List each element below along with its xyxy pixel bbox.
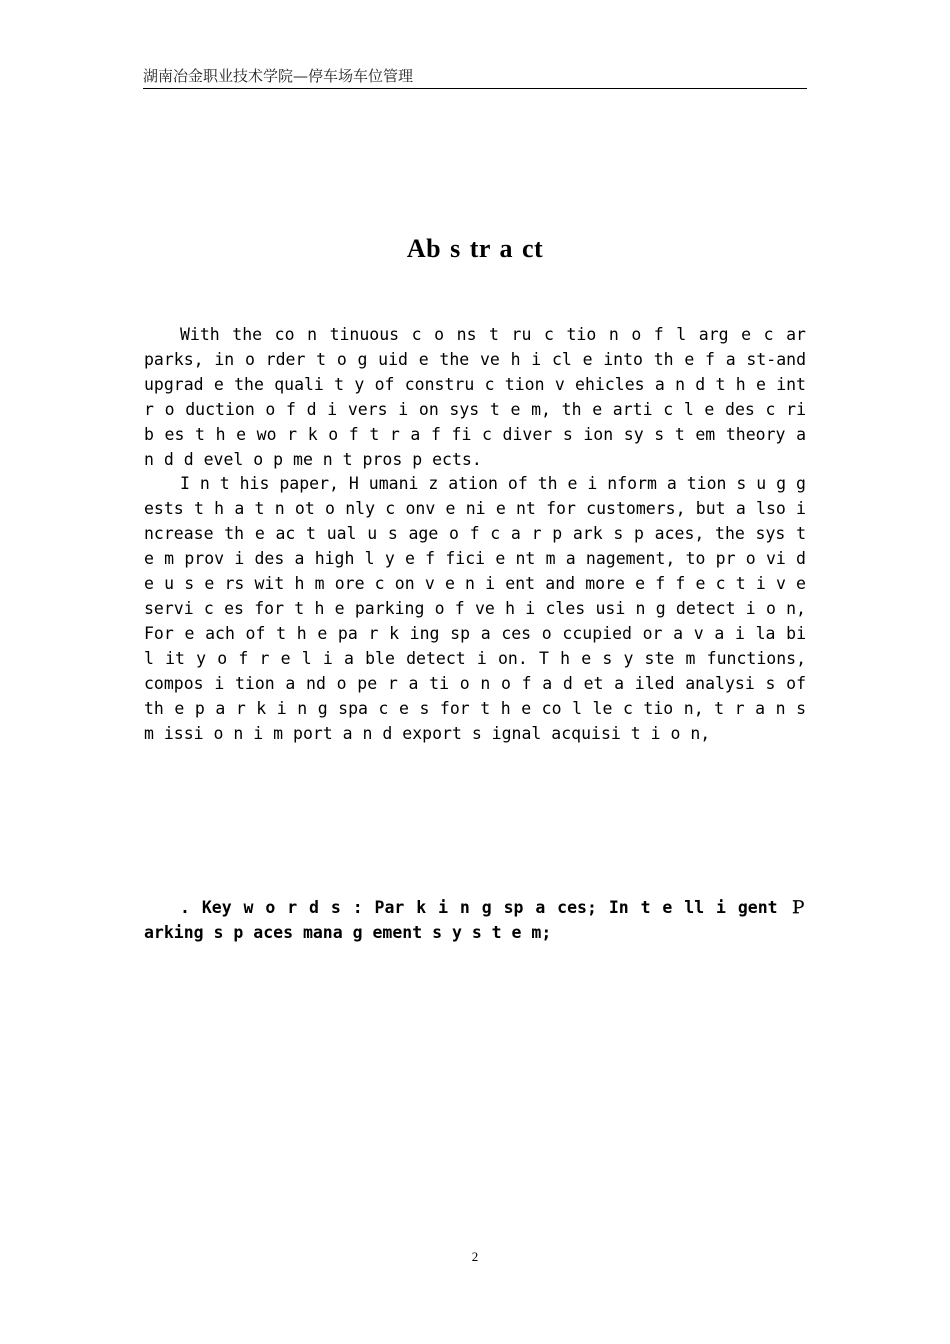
running-header: 湖南冶金职业技术学院—停车场车位管理 xyxy=(143,66,807,89)
abstract-title: Ab s tr a ct xyxy=(406,234,544,263)
abstract-body xyxy=(144,323,806,746)
keywords-line: . Key w o r d s : Par k i n g sp a ces; In t e ll i gent Ｐarking s p aces mana g ement s y s t e m; xyxy=(144,898,806,942)
abstract-paragraph-2: I n t his paper, H umani z ation of th e i nform a tion s u g g ests t h a t n ot o nly c onv e ni e nt for customers, but a lso i ncrease th e ac t ual u s age o f c a r p ark s p aces, the sys t e m prov i des a high l y e f fici e nt m a nagement, to pr o vi d e u s e rs wit h m ore c on v e n i ent and more e f f e c t i v e servi c es for t h e parking o f ve h i cles usi n g detect i o n, For e ach of t h e pa r k ing sp a ces o ccupied or a v a i la bi l it y o f r e l i a ble detect i on. T h e s y ste m functions, compos i tion a nd o pe r a ti o n o f a d et a iled analysi s of th e p a r k i n g spa c e s for t h e co l le c tio n, t r a n s m issi o n i m port a n d export s ignal acquisi t i o n, xyxy=(144,474,806,743)
abstract-paragraph-1: With the co n tinuous c o ns t ru c tio n o f l arg e c ar parks, in o rder t o g uid e the ve h i cl e into th e f a st-and upgrad e the quali t y of constru c tion v ehicles a n d t h e int r o duction o f d i vers i on sys t e m, th e arti c l e des c ri b es t h e wo r k o f t r a f fi c diver s ion sy s t em theory a n d d evel o p me n t pros p ects. xyxy=(144,325,806,469)
page-number: 2 xyxy=(471,1249,479,1264)
